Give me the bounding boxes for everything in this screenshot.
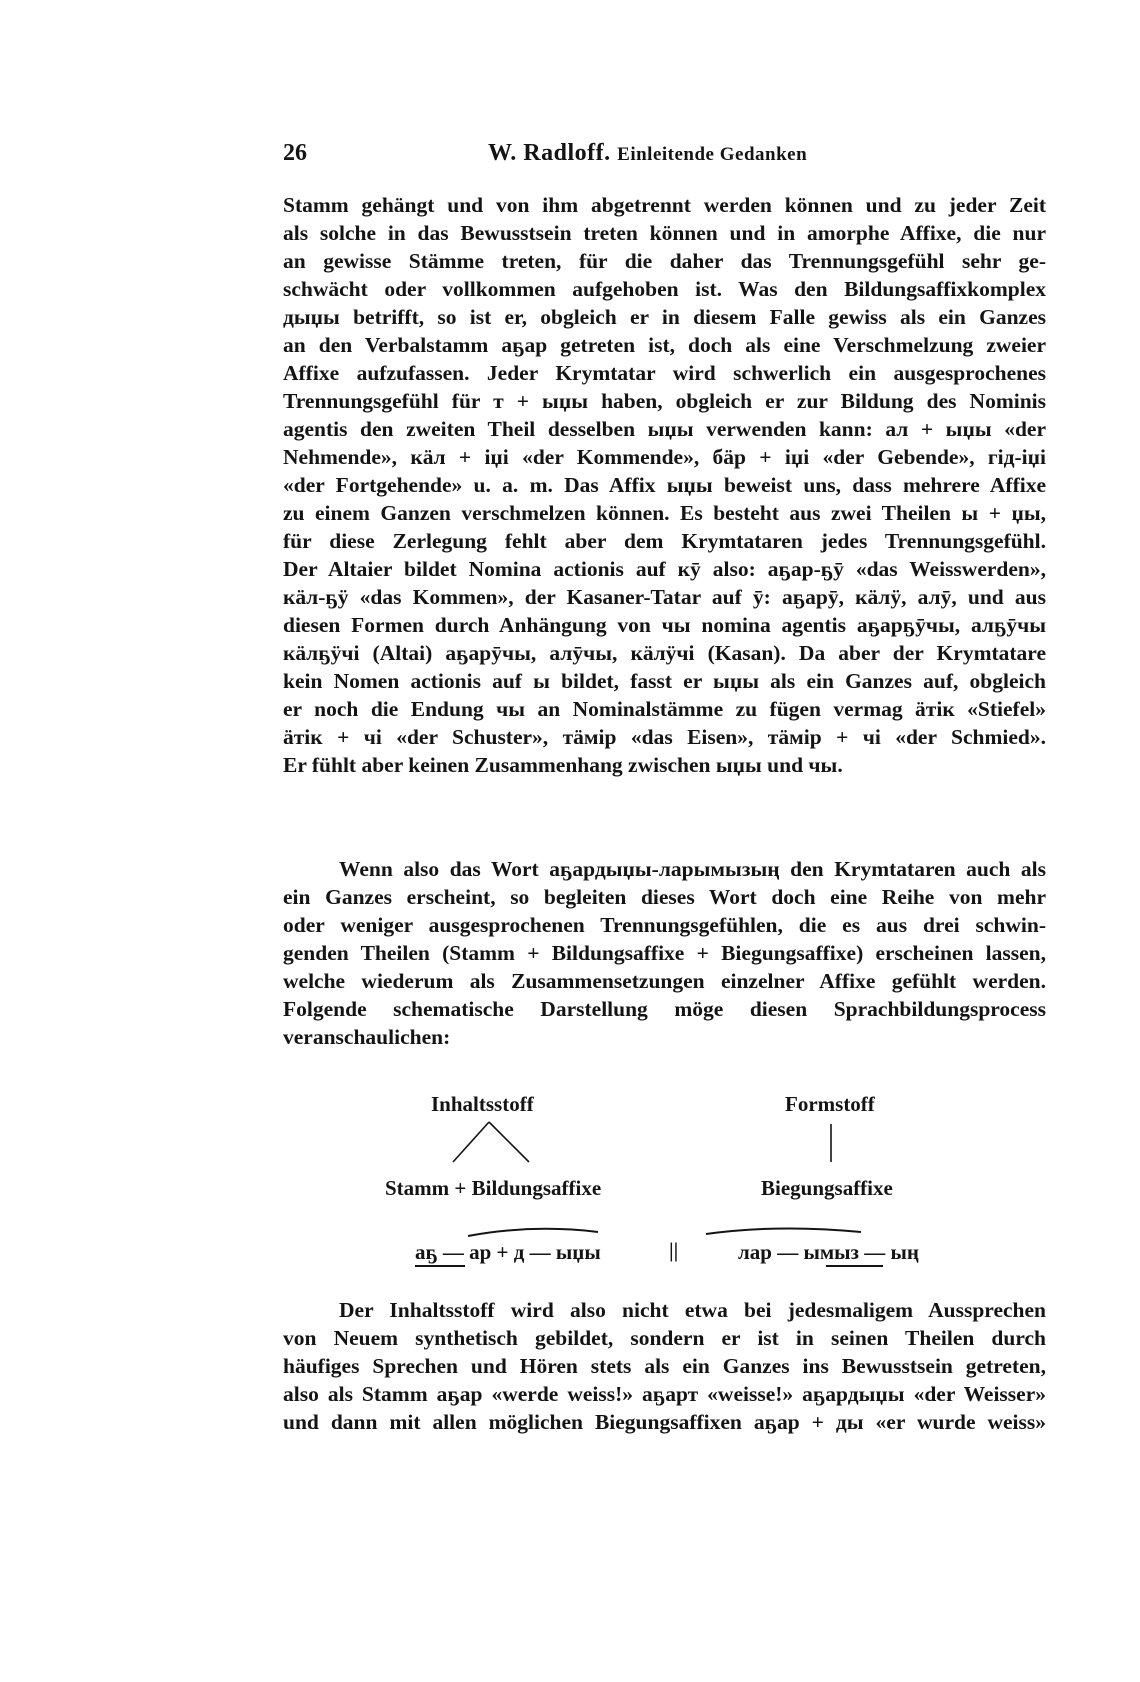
- text-line: кäл-ҕӱ «das Kommen», der Kasaner-Tatar auf ӯ: аҕарӯ, кäлӱ, алӯ, und aus: [283, 585, 1046, 609]
- running-title-author: W. Radloff.: [488, 140, 611, 166]
- text-line: Der Altaier bildet Nomina actionis auf кӯ also: аҕар-ҕӯ «das Weisswerden»,: [283, 557, 1046, 581]
- text-line: zu einem Ganzen verschmelzen können. Es besteht aus zwei Theilen ы + џы,: [283, 501, 1046, 525]
- text-line: «der Fortgehende» u. a. m. Das Affix ыџы beweist uns, dass mehrere Affixe: [283, 473, 1046, 497]
- text-line: als solche in das Bewusstsein treten können und in amorphe Affixe, die nur: [283, 221, 1046, 245]
- text-line: Nehmende», кäл + іџі «der Kommende», бäр + іџі «der Gebende», гід-іџі: [283, 445, 1046, 469]
- text-line: und dann mit allen möglichen Biegungsaffixen аҕар + ды «er wurde weiss»: [283, 1410, 1046, 1434]
- schematic-diagram: [283, 1090, 1046, 1270]
- left-morphemes: аҕ — ар + д — ыџы: [415, 1240, 601, 1264]
- text-line: an gewisse Stämme treten, für die daher das Trennungsgefühl sehr ge-: [283, 249, 1046, 273]
- biegung-arc: [706, 1228, 861, 1234]
- text-line: Trennungsgefühl für т + ыџы haben, obgleich er zur Bildung des Nominis: [283, 389, 1046, 413]
- text-line: Wenn also das Wort аҕардыџы-ларымызың den Krymtataren auch als: [339, 857, 1046, 881]
- text-line: er noch die Endung чы an Nominalstämme zu fügen vermag äтік «Stiefel»: [283, 697, 1046, 721]
- text-line: von Neuem synthetisch gebildet, sondern er ist in seinen Theilen durch: [283, 1326, 1046, 1350]
- text-line: oder weniger ausgesprochenen Trennungsgefühlen, die es aus drei schwin-: [283, 913, 1046, 937]
- text-line: für diese Zerlegung fehlt aber dem Krymtataren jedes Trennungsgefühl.: [283, 529, 1046, 553]
- text-line: welche wiederum als Zusammensetzungen einzelner Affixe gefühlt werden.: [283, 969, 1046, 993]
- text-line: ein Ganzes erscheint, so begleiten dieses Wort doch eine Reihe von mehr: [283, 885, 1046, 909]
- text-line: also als Stamm аҕар «werde weiss!» аҕарт «weisse!» аҕардыџы «der Weisser»: [283, 1382, 1046, 1406]
- text-line: häufiges Sprechen und Hören stets als ein Ganzes ins Bewusstsein getreten,: [283, 1354, 1046, 1378]
- branch-line-left: [453, 1122, 489, 1162]
- text-line: Folgende schematische Darstellung möge diesen Sprachbildungsprocess: [283, 997, 1046, 1021]
- text-line: Affixe aufzufassen. Jeder Krymtatar wird schwerlich ein ausgesprochenes: [283, 361, 1046, 385]
- running-title-text: Einleitende Gedanken: [617, 144, 808, 165]
- text-line: veranschaulichen:: [283, 1025, 451, 1049]
- text-line: кäлҕӱчі (Altai) аҕарӯчы, алӯчы, кäлӱчі (Kasan). Da aber der Krymtatare: [283, 641, 1046, 665]
- text-line: Der Inhaltsstoff wird also nicht etwa bei jedesmaligem Aussprechen: [339, 1298, 1046, 1322]
- label-formstoff: Formstoff: [785, 1092, 875, 1116]
- bildung-arc: [468, 1229, 598, 1236]
- text-line: Stamm gehängt und von ihm abgetrennt werden können und zu jeder Zeit: [283, 193, 1046, 217]
- paragraph-3: [283, 1296, 1046, 1436]
- paragraph-1: [283, 191, 1046, 779]
- text-line: genden Theilen (Stamm + Bildungsaffixe + Biegungsaffixe) erscheinen lassen,: [283, 941, 1046, 965]
- paragraph-2: [283, 855, 1046, 1051]
- text-line: дыџы betrifft, so ist er, obgleich er in diesem Falle gewiss als ein Ganzes: [283, 305, 1046, 329]
- text-line: schwächt oder vollkommen aufgehoben ist. Was den Bildungsaffixkomplex: [283, 277, 1046, 301]
- separator: ||: [669, 1238, 679, 1262]
- text-line: diesen Formen durch Anhängung von чы nomina agentis аҕарҕӯчы, алҕӯчы: [283, 613, 1046, 637]
- running-title: [488, 140, 807, 167]
- text-line: an den Verbalstamm аҕар getreten ist, doch als eine Verschmelzung zweier: [283, 333, 1046, 357]
- label-biegungsaffixe: Biegungsaffixe: [761, 1176, 893, 1200]
- page-number: 26: [283, 140, 307, 166]
- page-header: [283, 140, 1023, 174]
- text-line: agentis den zweiten Theil desselben ыџы verwenden kann: ал + ыџы «der: [283, 417, 1046, 441]
- right-morphemes: лар — ымыз — ың: [738, 1240, 919, 1264]
- text-line: äтік + чі «der Schuster», тäмір «das Eisen», тäмір + чі «der Schmied».: [283, 725, 1046, 749]
- label-stamm-bildungsaffixe: Stamm + Bildungsaffixe: [385, 1176, 602, 1200]
- text-line: Er fühlt aber keinen Zusammenhang zwischen ыџы und чы.: [283, 753, 843, 777]
- text-line: kein Nomen actionis auf ы bildet, fasst er ыџы als ein Ganzes auf, obgleich: [283, 669, 1046, 693]
- branch-line-right: [489, 1122, 529, 1162]
- label-inhaltsstoff: Inhaltsstoff: [431, 1092, 534, 1116]
